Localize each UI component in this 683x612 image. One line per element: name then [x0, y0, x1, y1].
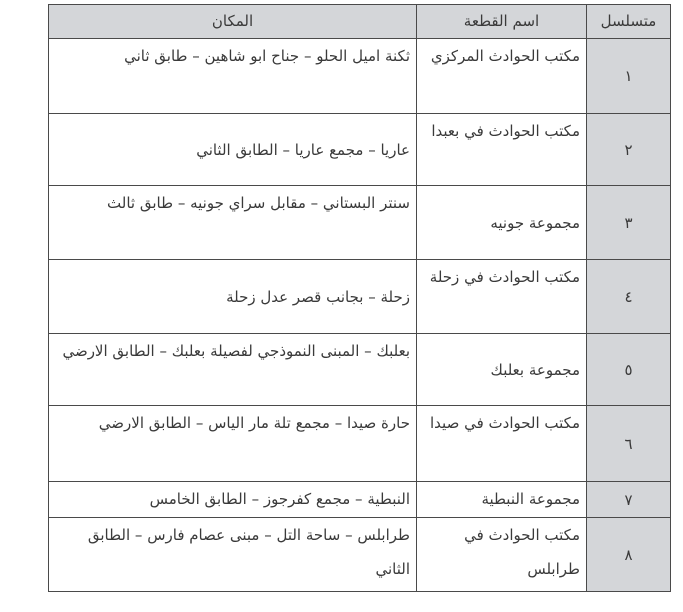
cell-unit: مكتب الحوادث في بعبدا [417, 114, 587, 186]
cell-unit: مكتب الحوادث في زحلة [417, 260, 587, 334]
table-row [49, 518, 671, 592]
table-row [49, 334, 671, 406]
cell-unit: مجموعة النبطية [417, 482, 587, 518]
cell-serial: ٣ [587, 186, 671, 260]
cell-location: زحلة – بجانب قصر عدل زحلة [49, 260, 417, 334]
cell-serial: ٢ [587, 114, 671, 186]
table-row [49, 406, 671, 482]
data-table [48, 4, 671, 592]
cell-serial: ٥ [587, 334, 671, 406]
cell-unit: مجموعة جونيه [417, 186, 587, 260]
table-row [49, 482, 671, 518]
cell-location: ثكنة اميل الحلو – جناح ابو شاهين – طابق ثاني [49, 39, 417, 114]
table-row [49, 114, 671, 186]
cell-unit: مكتب الحوادث في طرابلس [417, 518, 587, 592]
cell-serial: ٧ [587, 482, 671, 518]
header-serial: متسلسل [587, 5, 671, 39]
cell-location: سنتر البستاني – مقابل سراي جونيه – طابق ثالث [49, 186, 417, 260]
cell-location: النبطية – مجمع كفرجوز – الطابق الخامس [49, 482, 417, 518]
cell-unit: مجموعة بعلبك [417, 334, 587, 406]
cell-serial: ٦ [587, 406, 671, 482]
table-row [49, 260, 671, 334]
table-row [49, 186, 671, 260]
table-row [49, 39, 671, 114]
header-location: المكان [49, 5, 417, 39]
cell-location: بعلبك – المبنى النموذجي لفصيلة بعلبك – الطابق الارضي [49, 334, 417, 406]
cell-location: حارة صيدا – مجمع تلة مار الياس – الطابق الارضي [49, 406, 417, 482]
cell-location: عاريا – مجمع عاريا – الطابق الثاني [49, 114, 417, 186]
cell-unit: مكتب الحوادث المركزي [417, 39, 587, 114]
cell-serial: ١ [587, 39, 671, 114]
cell-serial: ٨ [587, 518, 671, 592]
header-unit: اسم القطعة [417, 5, 587, 39]
cell-unit: مكتب الحوادث في صيدا [417, 406, 587, 482]
cell-serial: ٤ [587, 260, 671, 334]
header-row [49, 5, 671, 39]
cell-location: طرابلس – ساحة التل – مبنى عصام فارس – الطابق الثاني [49, 518, 417, 592]
